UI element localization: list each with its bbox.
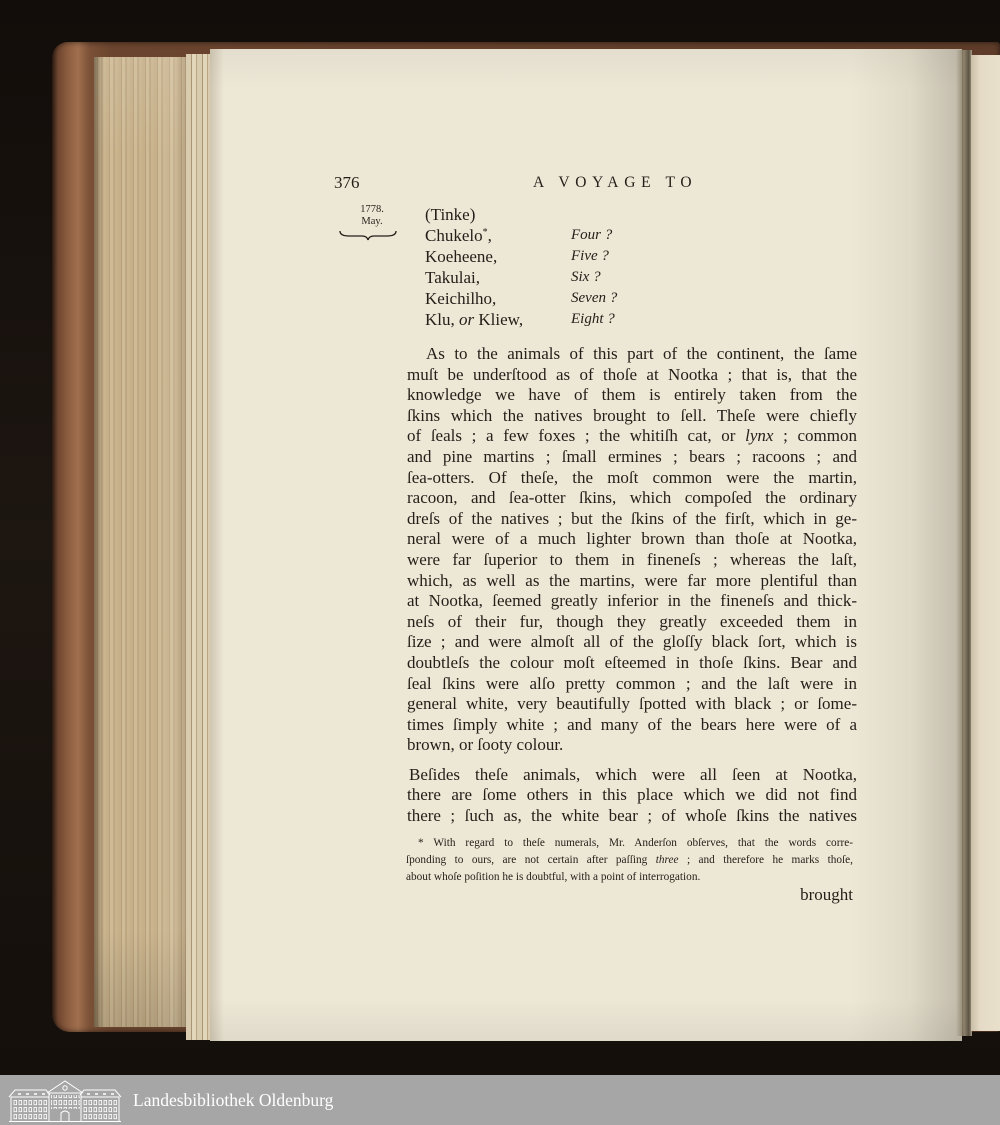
text-line: ſea-otters. Of theſe, the moſt common were the martin, [407,467,857,487]
numeral-word-text: Chukelo [425,226,483,245]
text-line: there ; ſuch as, the white bear ; of whoſe ſkins the natives [407,805,857,825]
text-line: muſt be underſtood as of thoſe at Nootka ; that is, that the [407,364,857,384]
text-line: and pine martins ; ſmall ermines ; bears ; racoons ; and [407,446,857,466]
numeral-word: Koeheene, [425,247,498,266]
page-edge-strips [186,54,212,1040]
text-segment: ; common [773,426,858,446]
margin-brace [338,228,398,242]
numerals-heading-row [425,204,655,225]
margin-date-note [352,204,392,228]
numeral-row [425,309,655,330]
text-segment: ; and therefore he marks thoſe, [678,854,854,866]
numeral-row [425,246,655,267]
footnote-mark: * [482,227,488,238]
numeral-row [425,267,655,288]
text-segment: of ſeals ; a few foxes ; the whitiſh cat, or [407,426,746,446]
footnote [406,835,853,886]
text-line: were far ſuperior to them in fineneſs ; whereas the laſt, [407,549,857,569]
margin-year: 1778. [360,204,384,215]
library-building-icon [8,1078,122,1122]
text-line: As to the animals of this part of the continent, the ſame [426,344,857,363]
text-line: knowledge we have of them is entirely taken from the [407,385,857,405]
text-line: times ſimply white ; and many of the bears here were of a [407,714,857,734]
page-stack-edge [94,57,188,1027]
page-number: 376 [334,173,360,192]
numeral-word [425,225,492,246]
footnote-line: about whoſe poſition he is doubtful, with a point of interrogation. [406,871,701,883]
gutter-shadow [956,50,972,1036]
text-line: brown, or ſooty colour. [407,735,564,755]
text-line: ſize ; and were almoſt all of the gloſſy black ſort, which is [407,632,857,652]
numeral-meaning: Seven ? [571,290,618,306]
text-line: at Nootka, ſeemed greatly inferior in the fineneſs and thick- [407,591,857,611]
footnote-line: * With regard to theſe numerals, Mr. Anderſon obſerves, that the words corre- [418,837,853,849]
numeral-meaning: Four ? [571,227,613,243]
text-line: racoon, and ſea-otter ſkins, which compoſed the ordinary [407,488,857,508]
numeral-row [425,225,655,246]
text-line: there are ſome others in this place which we did not find [407,785,857,805]
numeral-meaning: Eight ? [571,311,615,327]
library-name: Landesbibliothek Oldenburg [133,1090,334,1110]
numeral-word: Takulai, [425,268,480,287]
text-line: neſs of their fur, though they greatly exceeded them in [407,611,857,631]
italic-word: lynx [745,426,774,446]
footnote-line [406,852,853,869]
running-title: A VOYAGE TO [533,174,698,191]
numeral-word-text: Kliew, [474,310,524,329]
margin-month: May. [361,216,383,227]
numeral-meaning: Six ? [571,269,601,285]
text-line: doubtleſs the colour moſt eſteemed in thoſe ſkins. Bear and [407,652,857,672]
numeral-row [425,288,655,309]
numeral-word-punct: , [487,226,492,245]
text-line: which, as well as the martins, were far more plentiful than [407,570,857,590]
italic-word: three [655,854,679,866]
footer-bar [0,1075,1000,1125]
italic-word: or [459,310,475,329]
numerals-heading: (Tinke) [425,205,476,224]
text-line: neral were of a much lighter brown than thoſe at Nootka, [407,529,857,549]
text-line: ſeal ſkins were alſo pretty common ; and the laſt were in [407,673,857,693]
text-line: general white, very beautifully ſpotted with black ; or ſome- [407,694,857,714]
paragraph [407,765,857,827]
numeral-word [425,309,523,330]
text-line [407,426,857,447]
facing-page-edge [971,55,1000,1031]
text-line: dreſs of the natives ; but the ſkins of the firſt, which in ge- [407,508,857,528]
paragraph [407,344,857,756]
numerals-table [425,204,655,330]
numeral-word-text: Klu, [425,310,459,329]
numeral-word: Keichilho, [425,289,497,308]
numeral-meaning: Five ? [571,248,609,264]
text-line: ſkins which the natives brought to ſell. Theſe were chiefly [407,405,857,425]
catchword: brought [800,885,853,904]
text-line: Beſides theſe animals, which were all ſeen at Nootka, [409,764,857,784]
text-segment: ſponding to ours, are not certain after paſſing [406,854,656,866]
